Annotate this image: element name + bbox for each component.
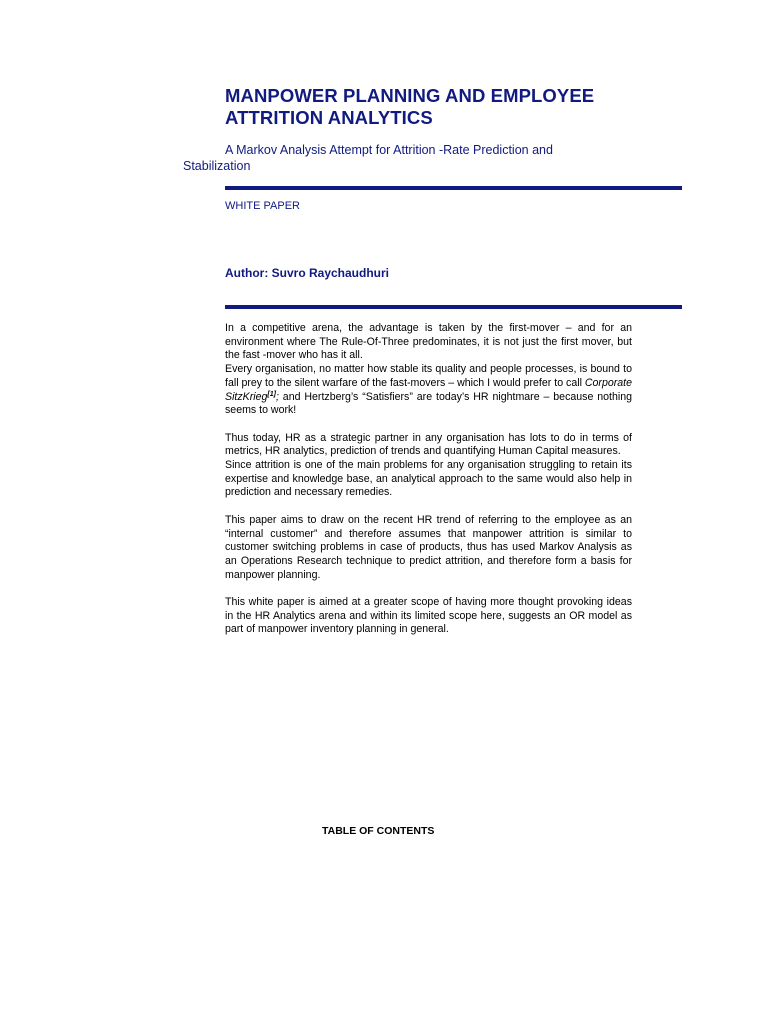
abstract-punctuation: ; <box>275 390 279 403</box>
document-subtitle: A Markov Analysis Attempt for Attrition -Rate Prediction and Stabilization <box>183 143 553 173</box>
horizontal-rule-bottom <box>225 305 682 309</box>
abstract-paragraph: This paper aims to draw on the recent HR trend of referring to the employee as an “internal customer” and therefore assumes that manpower attrition is similar to customer switching problems in case of products, thus has used Markov Analysis as an Operations Research technique to predict attrition, and therefore form a basis for manpower planning. <box>225 513 632 581</box>
abstract-text: and Hertzberg’s “Satisfiers” are today’s HR nightmare – because nothing seems to work! <box>225 390 632 417</box>
document-title: MANPOWER PLANNING AND EMPLOYEE ATTRITION ANALYTICS <box>225 85 595 128</box>
toc-heading: TABLE OF CONTENTS <box>322 825 435 837</box>
emphasized-term: Corporate SitzKrieg <box>225 376 632 403</box>
abstract-paragraph: This white paper is aimed at a greater scope of having more thought provoking ideas in the HR Analytics arena and within its limited scope here, suggests an OR model as part of manpower inventory planning in general. <box>225 596 632 636</box>
abstract-paragraph: In a competitive arena, the advantage is taken by the first-mover – and for an environment where The Rule-Of-Three predominates, it is not just the first mover, but the fast -mover who has it all. <box>225 322 632 362</box>
abstract-text: Every organisation, no matter how stable its quality and people processes, is bound to fall prey to the silent warfare of the fast-movers – which I would prefer to call <box>225 363 632 389</box>
horizontal-rule-top <box>225 186 682 190</box>
abstract-paragraph: Thus today, HR as a strategic partner in any organisation has lots to do in terms of metrics, HR analytics, prediction of trends and quantifying Human Capital measures. <box>225 431 632 458</box>
abstract-paragraph <box>225 363 632 418</box>
reference-marker: [1] <box>267 390 276 398</box>
abstract-paragraph: Since attrition is one of the main problems for any organisation struggling to retain its expertise and knowledge base, an analytical approach to the same would also help in prediction and necessary remedies. <box>225 459 632 499</box>
author-line: Author: Suvro Raychaudhuri <box>225 266 390 280</box>
document-type-label: WHITE PAPER <box>225 200 300 212</box>
abstract-body <box>225 322 632 637</box>
